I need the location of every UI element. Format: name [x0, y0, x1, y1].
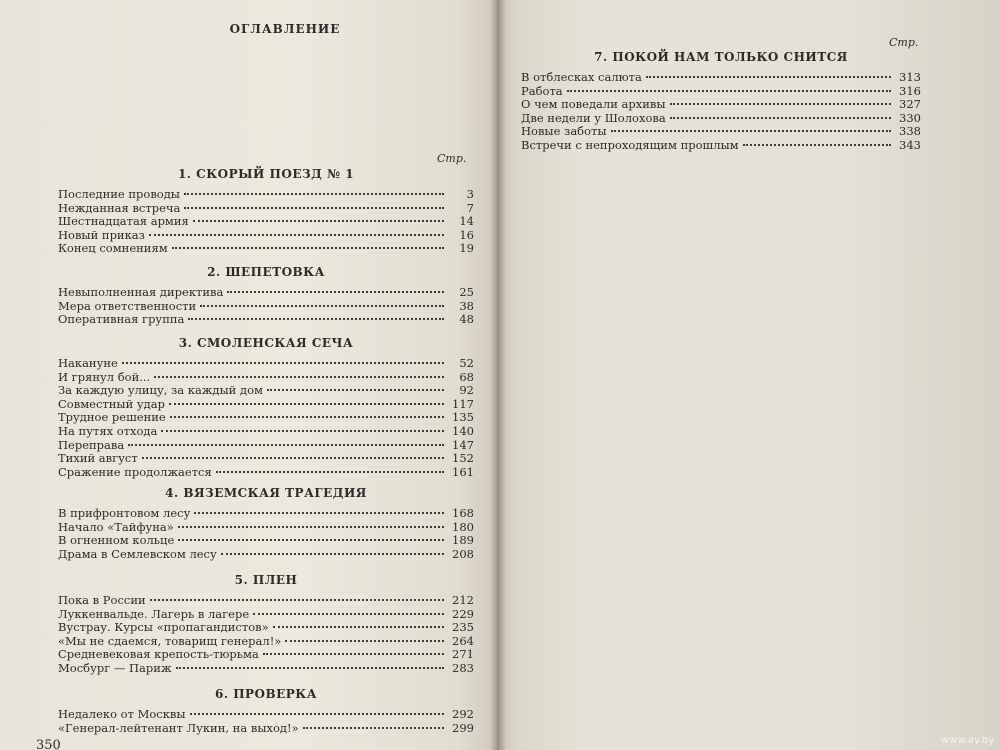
toc-entry-page: 330: [899, 110, 921, 125]
toc-entry-title: Луккенвальде. Лагерь в лагере: [58, 606, 250, 621]
toc-entry-title: «Мы не сдаемся, товарищ генерал!»: [58, 633, 282, 648]
toc-entry-title: На путях отхода: [58, 423, 158, 438]
toc-entry-page: 16: [459, 227, 474, 242]
toc-entry: [58, 188, 474, 202]
toc-entry-page: 180: [452, 519, 474, 534]
toc-entry-page: 189: [452, 533, 474, 548]
dot-leader: [646, 76, 891, 78]
toc-entry-page: 147: [452, 437, 474, 452]
toc-entry: [58, 357, 474, 371]
dot-leader: [122, 362, 444, 364]
section-title: 5. ПЛЕН: [234, 573, 298, 587]
toc-entry-page: 316: [899, 83, 921, 98]
toc-entry-page: 3: [466, 187, 474, 201]
toc-entry-page: 327: [899, 97, 921, 112]
toc-entry: [58, 635, 474, 649]
section-title: 4. ВЯЗЕМСКАЯ ТРАГЕДИЯ: [165, 486, 367, 500]
toc-entry-page: 235: [452, 620, 474, 635]
page-column-label: Стр.: [437, 152, 467, 165]
toc-entry: [58, 313, 474, 327]
toc-entry-title: Новый приказ: [58, 227, 145, 242]
toc-entry: [58, 300, 474, 314]
toc-entry-page: 343: [899, 137, 921, 152]
dot-leader: [149, 234, 444, 236]
dot-leader: [670, 117, 891, 119]
dot-leader: [172, 247, 444, 249]
toc-entry-title: Недалеко от Москвы: [58, 707, 186, 721]
toc-section: [58, 486, 474, 561]
toc-entry-title: Мосбург — Париж: [58, 660, 172, 675]
dot-leader: [188, 318, 444, 320]
toc-entry: [58, 398, 474, 412]
toc-entry-page: 52: [459, 356, 474, 370]
toc-entry-title: Драма в Семлевском лесу: [58, 546, 217, 561]
toc-entry-page: 338: [899, 124, 921, 139]
toc-entry-page: 271: [452, 647, 474, 662]
toc-entry: [58, 384, 474, 398]
toc-entry: [58, 608, 474, 622]
toc-entry-title: Оперативная группа: [58, 312, 185, 327]
dot-leader: [150, 599, 444, 601]
toc-entry-title: Две недели у Шолохова: [521, 110, 666, 125]
page-number: 350: [36, 738, 61, 750]
toc-entry: [58, 202, 474, 216]
toc-entry: [58, 466, 474, 480]
toc-entry: [58, 371, 474, 385]
toc-entry-page: 292: [452, 707, 474, 721]
toc-entry-page: 19: [459, 241, 474, 256]
right-page: [497, 0, 1000, 750]
toc-section: [521, 50, 921, 153]
toc-entry-page: 152: [452, 451, 474, 466]
dot-leader: [184, 207, 444, 209]
toc-entry-title: Трудное решение: [58, 410, 166, 425]
toc-section: [58, 336, 474, 479]
toc-entry: [58, 594, 474, 608]
toc-entry: [58, 662, 474, 676]
toc-entry-page: 48: [459, 312, 474, 327]
toc-entry-page: 299: [452, 720, 474, 735]
toc-section: [58, 573, 474, 676]
dot-leader: [221, 553, 444, 555]
toc-section: [58, 167, 474, 256]
section-title: 3. СМОЛЕНСКАЯ СЕЧА: [178, 336, 354, 350]
toc-entry: [521, 98, 921, 112]
dot-leader: [178, 526, 444, 528]
toc-section: [58, 265, 474, 327]
toc-entry-title: И грянул бой...: [58, 369, 151, 384]
dot-leader: [178, 539, 444, 541]
toc-entry: [58, 534, 474, 548]
toc-entry-page: 140: [452, 423, 474, 438]
dot-leader: [567, 90, 891, 92]
toc-entry-title: Сражение продолжается: [58, 464, 212, 479]
toc-entry-title: Переправа: [58, 437, 125, 452]
toc-entry-title: Невыполненная директива: [58, 285, 224, 299]
toc-entry-title: Последние проводы: [58, 187, 180, 201]
toc-entry-title: Работа: [521, 83, 563, 98]
dot-leader: [743, 144, 891, 146]
dot-leader: [216, 471, 444, 473]
section-title: 7. ПОКОЙ НАМ ТОЛЬКО СНИТСЯ: [594, 50, 848, 64]
dot-leader: [170, 416, 444, 418]
toc-entry: [58, 548, 474, 562]
toc-entry: [58, 439, 474, 453]
toc-entry-title: Конец сомнениям: [58, 241, 168, 256]
toc-heading: ОГЛАВЛЕНИЕ: [229, 22, 341, 36]
toc-entry-page: 117: [452, 396, 474, 411]
toc-entry-page: 313: [899, 70, 921, 84]
page-column-label: Стр.: [889, 36, 919, 49]
dot-leader: [253, 613, 444, 615]
toc-entry-title: Мера ответственности: [58, 298, 197, 313]
dot-leader: [273, 626, 444, 628]
dot-leader: [128, 444, 444, 446]
section-title: 1. СКОРЫЙ ПОЕЗД № 1: [177, 167, 355, 181]
toc-entry: [521, 139, 921, 153]
toc-entry-title: Совместный удар: [58, 396, 165, 411]
toc-entry-page: 283: [452, 660, 474, 675]
section-title: 2. ШЕПЕТОВКА: [207, 265, 325, 279]
toc-entry: [58, 286, 474, 300]
toc-entry: [521, 71, 921, 85]
dot-leader: [263, 653, 444, 655]
dot-leader: [190, 713, 444, 715]
dot-leader: [169, 403, 444, 405]
toc-entry-title: Средневековая крепость-тюрьма: [58, 647, 259, 662]
toc-entry-page: 135: [452, 410, 474, 425]
toc-entry-title: Новые заботы: [521, 124, 607, 139]
toc-entry: [58, 507, 474, 521]
toc-entry: [58, 425, 474, 439]
dot-leader: [154, 376, 444, 378]
toc-entry-title: Встречи с непроходящим прошлым: [521, 137, 739, 152]
toc-entry-title: Начало «Тайфуна»: [58, 519, 174, 534]
toc-entry-title: В огненном кольце: [58, 533, 175, 548]
toc-entry-page: 92: [459, 383, 474, 398]
toc-entry: [521, 85, 921, 99]
toc-entry-page: 229: [452, 606, 474, 621]
dot-leader: [184, 193, 444, 195]
toc-entry-title: В прифронтовом лесу: [58, 506, 191, 520]
toc-entry: [58, 621, 474, 635]
toc-entry-page: 38: [459, 298, 474, 313]
watermark: www.ay.by: [941, 735, 994, 746]
toc-entry: [58, 648, 474, 662]
toc-entry-page: 68: [459, 369, 474, 384]
dot-leader: [267, 389, 444, 391]
dot-leader: [303, 727, 444, 729]
toc-entry-title: Нежданная встреча: [58, 200, 181, 215]
toc-section: [58, 687, 474, 735]
left-page: [0, 0, 497, 750]
toc-entry-title: О чем поведали архивы: [521, 97, 666, 112]
toc-entry-page: 208: [452, 546, 474, 561]
toc-entry-title: Накануне: [58, 356, 118, 370]
dot-leader: [285, 640, 444, 642]
toc-entry-title: Пока в России: [58, 593, 146, 607]
toc-entry: [58, 521, 474, 535]
dot-leader: [611, 130, 891, 132]
toc-entry-title: Вустрау. Курсы «пропагандистов»: [58, 620, 269, 635]
dot-leader: [161, 430, 444, 432]
dot-leader: [193, 220, 444, 222]
toc-entry: [58, 229, 474, 243]
toc-entry-title: За каждую улицу, за каждый дом: [58, 383, 263, 398]
toc-entry-page: 168: [452, 506, 474, 520]
toc-entry: [58, 242, 474, 256]
toc-entry-title: В отблесках салюта: [521, 70, 642, 84]
toc-entry: [58, 411, 474, 425]
section-title: 6. ПРОВЕРКА: [214, 687, 317, 701]
toc-entry-page: 25: [459, 285, 474, 299]
toc-entry: [58, 722, 474, 736]
dot-leader: [227, 291, 444, 293]
toc-entry-title: Тихий август: [58, 451, 138, 466]
toc-entry-title: «Генерал-лейтенант Лукин, на выход!»: [58, 720, 299, 735]
dot-leader: [200, 305, 444, 307]
toc-entry-page: 161: [452, 464, 474, 479]
toc-entry-page: 7: [466, 200, 474, 215]
dot-leader: [194, 512, 444, 514]
toc-entry: [58, 215, 474, 229]
dot-leader: [142, 457, 444, 459]
toc-entry-page: 14: [459, 214, 474, 229]
toc-entry: [521, 125, 921, 139]
toc-entry-page: 264: [452, 633, 474, 648]
toc-entry: [58, 708, 474, 722]
toc-entry-page: 212: [452, 593, 474, 607]
dot-leader: [670, 103, 891, 105]
toc-entry: [521, 112, 921, 126]
toc-entry-title: Шестнадцатая армия: [58, 214, 189, 229]
toc-entry: [58, 452, 474, 466]
dot-leader: [176, 667, 444, 669]
